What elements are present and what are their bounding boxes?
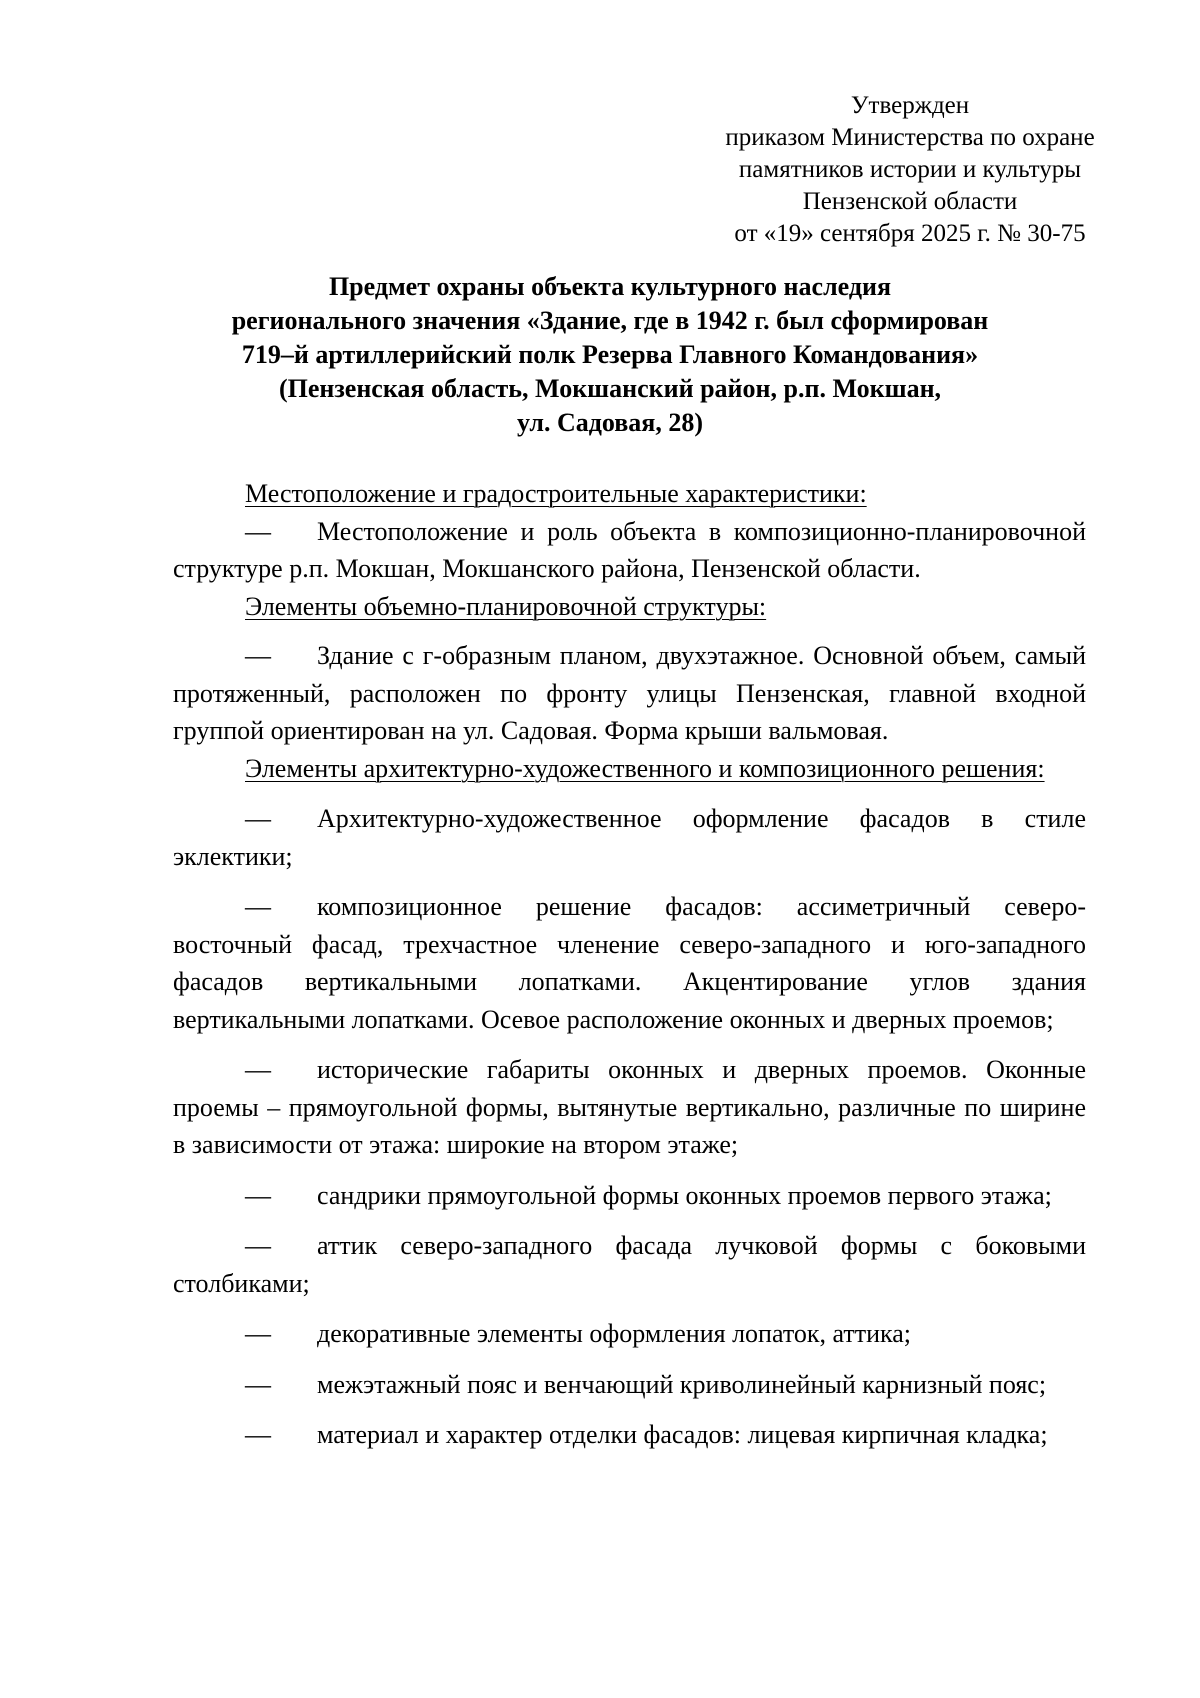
list-item-text: межэтажный пояс и венчающий криволинейный карнизный пояс; — [317, 1369, 1047, 1399]
approval-order: приказом Министерства по охране — [725, 124, 1095, 151]
list-item-text: Здание с г-образным планом, двухэтажное. Основной объем, самый протяженный, расположен по фронту улицы Пензенская, главной входной группой ориентирован на ул. Садовая. Форма крыши вальмовая. — [173, 641, 1086, 745]
dash-marker: — — [245, 641, 271, 670]
title-line: (Пензенская область, Мокшанский район, р.п. Мокшан, — [278, 374, 942, 403]
list-item — [173, 888, 1086, 1038]
list-item-text: декоративные элементы оформления лопаток, аттика; — [317, 1319, 911, 1348]
document-title — [230, 270, 990, 440]
list-item-text: исторические габариты оконных и дверных проемов. Оконные проемы – прямоугольной формы, вытянутые вертикально, различные по ширине в зависимости от этажа: широкие на втором этаже; — [173, 1055, 1086, 1159]
list-item — [173, 800, 1086, 875]
dash-marker: — — [245, 892, 271, 921]
list-item — [173, 1315, 1086, 1353]
document-body — [173, 475, 1086, 1454]
title-line: 719–й артиллерийский полк Резерва Главного Командования» — [241, 340, 979, 369]
list-item — [173, 1051, 1086, 1164]
title-line: Предмет охраны объекта культурного наследия — [328, 272, 892, 301]
list-item — [173, 1416, 1086, 1454]
dash-marker: — — [245, 1420, 271, 1449]
list-item-text: композиционное решение фасадов: ассиметричный северо-восточный фасад, трехчастное членение северо-западного и юго-западного фасадов вертикальными лопатками. Акцентирование углов здания вертикальными лопатками. Осевое расположение оконных и дверных проемов; — [173, 892, 1086, 1034]
list-item-text: Местоположение и роль объекта в композиционно-планировочной структуре р.п. Мокшан, Мокшанского района, Пензенской области. — [173, 516, 1086, 583]
list-item-text: сандрики прямоугольной формы оконных проемов первого этажа; — [317, 1180, 1052, 1210]
list-item — [173, 513, 1086, 588]
dash-marker: — — [245, 1055, 271, 1084]
list-item — [173, 1227, 1086, 1302]
title-line: регионального значения «Здание, где в 1942 г. был сформирован — [231, 306, 989, 335]
dash-marker: — — [245, 1369, 271, 1399]
dash-marker: — — [245, 1231, 271, 1260]
approval-ministry: памятников истории и культуры — [738, 156, 1082, 183]
list-item — [173, 1366, 1086, 1404]
approval-date-number: от «19» сентября 2025 г. № 30-75 — [734, 220, 1086, 247]
list-item-text: аттик северо-западного фасада лучковой формы с боковыми столбиками; — [173, 1231, 1086, 1298]
list-item — [173, 1177, 1086, 1215]
dash-marker: — — [245, 1180, 271, 1210]
section-heading-volume: Элементы объемно-планировочной структуры: — [245, 591, 767, 621]
section-heading-architecture: Элементы архитектурно-художественного и композиционного решения: — [245, 753, 1045, 783]
title-line: ул. Садовая, 28) — [517, 408, 703, 437]
approval-region: Пензенской области — [802, 188, 1018, 215]
list-item-text: Архитектурно-художественное оформление фасадов в стиле эклектики; — [173, 804, 1086, 871]
approval-block — [700, 90, 1120, 250]
list-item-text: материал и характер отделки фасадов: лицевая кирпичная кладка; — [317, 1420, 1048, 1449]
dash-marker: — — [245, 516, 271, 546]
dash-marker: — — [245, 804, 271, 833]
section-heading-location: Местоположение и градостроительные характеристики: — [245, 479, 867, 508]
dash-marker: — — [245, 1319, 271, 1348]
list-item — [173, 637, 1086, 750]
approval-status: Утвержден — [850, 92, 970, 119]
